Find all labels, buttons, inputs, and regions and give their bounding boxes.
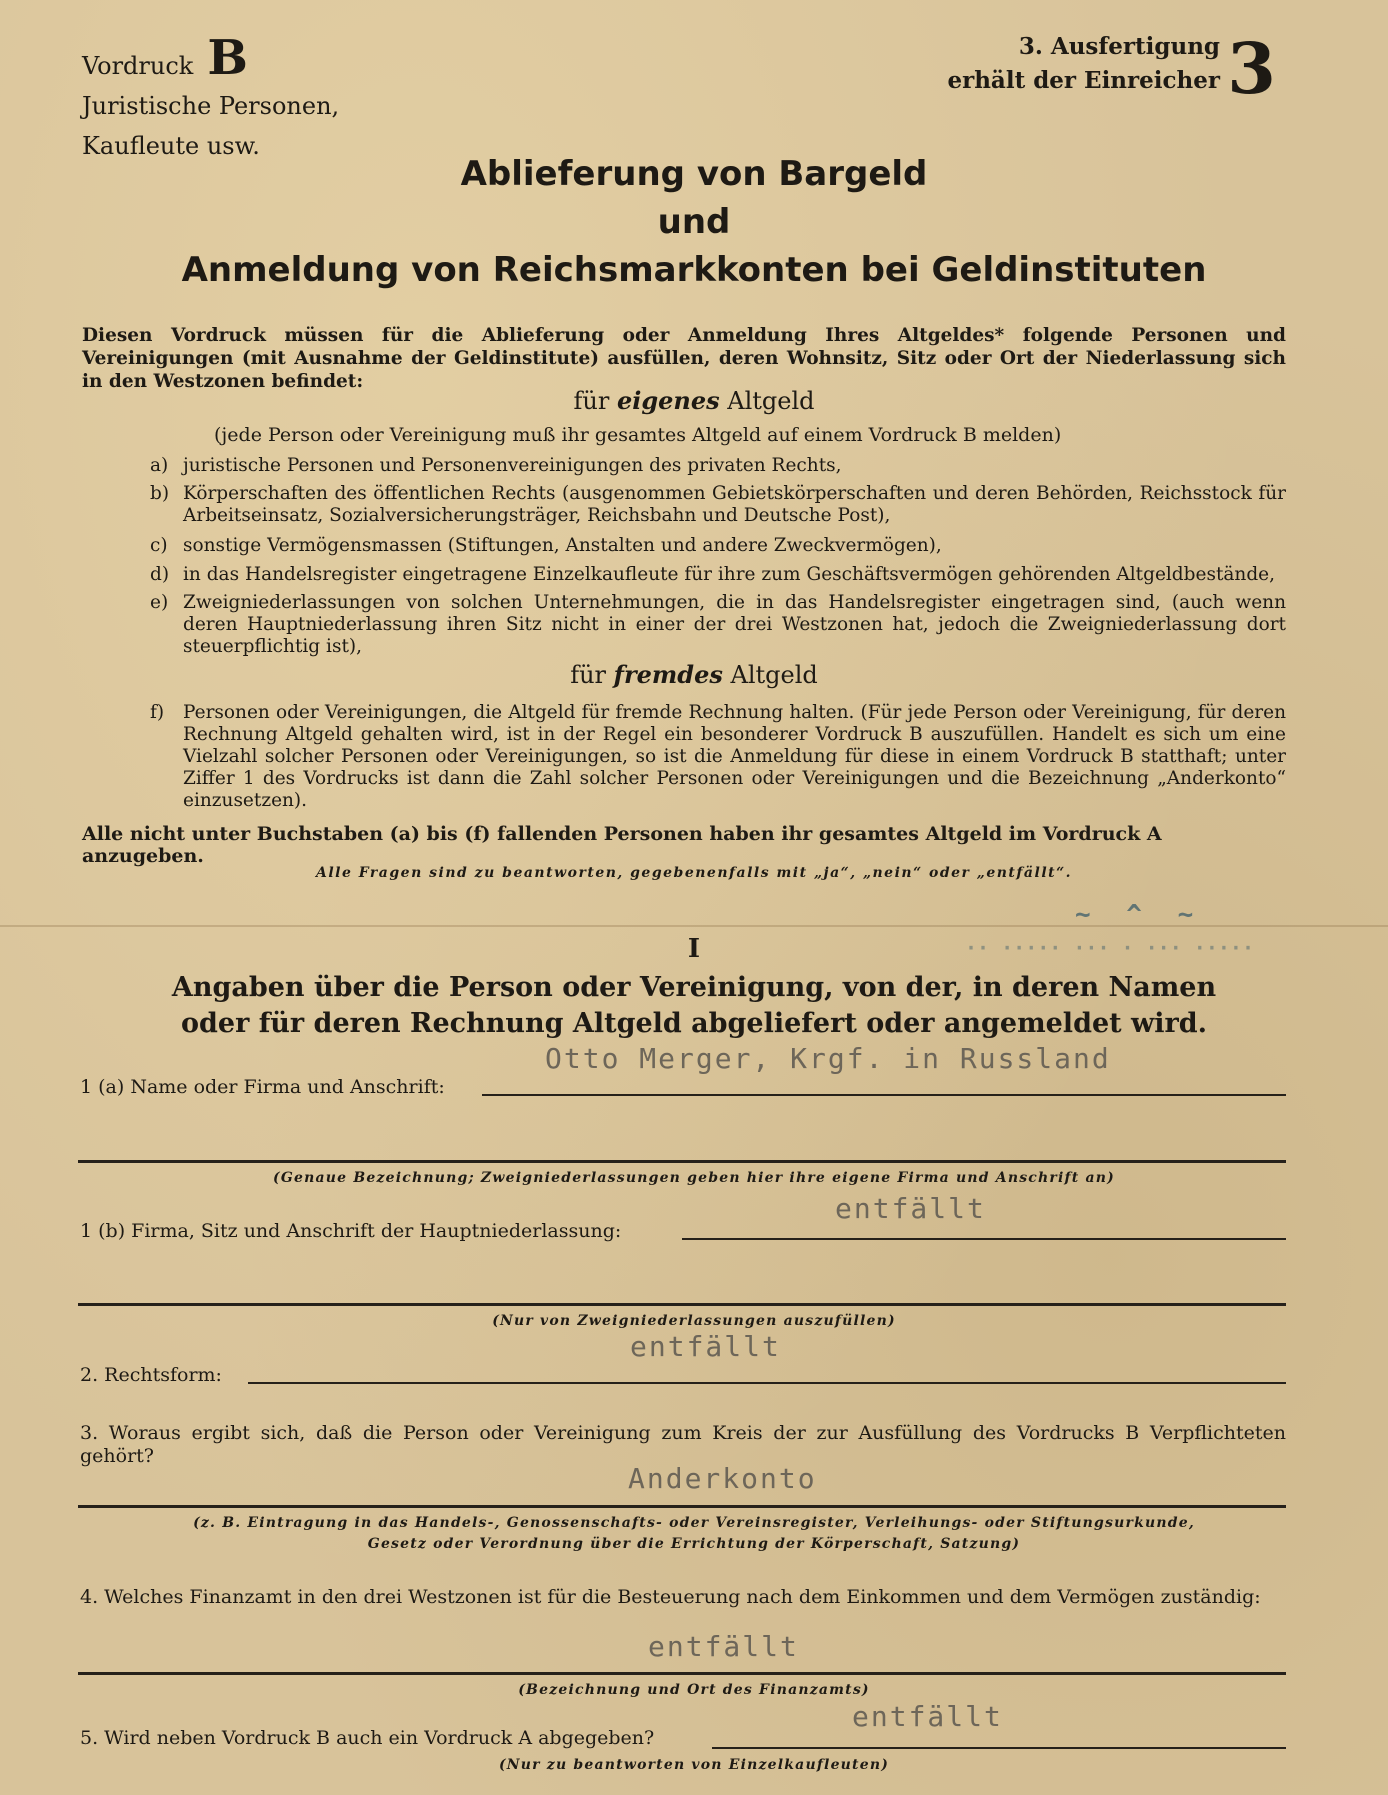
q1b-hint: (Nur von Zweigniederlassungen auszufüllen)	[492, 1313, 896, 1329]
q5-value[interactable]: entfällt	[852, 1700, 1003, 1733]
q3-hint-1: (z. B. Eintragung in das Handels-, Genossenschafts- oder Vereinsregister, Verleihungs- oder Stiftungsurkunde,	[193, 1515, 1195, 1531]
intro-paragraph: Diesen Vordruck müssen für die Ablieferung oder Anmeldung Ihres Altgeldes* folgende Personen und Vereinigungen (mit Ausnahme der Geldinstitute) ausfüllen, deren Wohnsitz, Sitz oder Ort der Niederlassung sich in den Westzonen befindet:	[82, 325, 1286, 392]
form-subtitle-2: Kaufleute usw.	[82, 132, 260, 160]
item-label: c)	[150, 535, 168, 556]
section-number: I	[687, 934, 701, 964]
q5-hint: (Nur zu beantworten von Einzelkaufleuten)	[498, 1757, 890, 1773]
section-title-1: Angaben über die Person oder Vereinigung, von der, in deren Namen	[171, 972, 1217, 1003]
answer-note: Alle Fragen sind zu beantworten, gegebenenfalls mit „ja“, „nein“ oder „entfällt“.	[315, 865, 1073, 881]
q3-value[interactable]: Anderkonto	[628, 1462, 817, 1495]
q1a-line	[482, 1094, 1286, 1096]
q2-line	[248, 1382, 1286, 1384]
copy-line-1: 3. Ausfertigung	[1018, 33, 1220, 60]
q3-hint-2: Gesetz oder Verordnung über die Errichtung der Körperschaft, Satzung)	[367, 1536, 1021, 1552]
foreign-heading: für fremdes Altgeld	[570, 660, 818, 689]
q4-line	[78, 1672, 1286, 1675]
own-heading: für eigenes Altgeld	[573, 386, 815, 415]
q2-label: 2. Rechtsform:	[80, 1364, 222, 1386]
form-designation	[82, 30, 340, 166]
item-text: Körperschaften des öffentlichen Rechts (ausgenommen Gebietskörperschaften und deren Behörden, Reichsstock für Arbeitseinsatz, Sozialversicherungsträger, Reichsbahn und Deutsche Post),	[183, 483, 1286, 526]
copy-designation	[947, 27, 1276, 110]
q1a-value[interactable]: Otto Merger, Krgf. in Russland	[545, 1042, 1111, 1075]
copy-number: 3	[1227, 27, 1276, 110]
section-title-2: oder für deren Rechnung Altgeld abgeliefert oder angemeldet wird.	[181, 1008, 1207, 1039]
q1b-line	[682, 1238, 1286, 1240]
list-item	[150, 564, 1286, 586]
title-line-1: Ablieferung von Bargeld	[460, 154, 928, 194]
q1b-line-2	[78, 1303, 1286, 1306]
q1a-hint: (Genaue Bezeichnung; Zweigniederlassungen geben hier ihre eigene Firma und Anschrift an)	[273, 1170, 1115, 1186]
list-item	[150, 592, 1286, 658]
item-label: a)	[150, 455, 169, 476]
ink-stamp: ~ ^ ~ ·· ····· ··· · ··· ·····	[965, 900, 1254, 960]
own-heading-em: eigenes	[616, 386, 720, 415]
item-text: juristische Personen und Personenvereinigungen des privaten Rechts,	[183, 455, 842, 476]
item-label: e)	[150, 592, 169, 613]
section-title	[0, 970, 1388, 1042]
form-code	[82, 30, 339, 86]
form-subtitle-1: Juristische Personen,	[82, 92, 340, 120]
item-label: f)	[150, 702, 165, 723]
q3-label: 3. Woraus ergibt sich, daß die Person oder Vereinigung zum Kreis der zur Ausfüllung des Vordrucks B Verpflichteten gehört?	[80, 1422, 1286, 1467]
q1b-label: 1 (b) Firma, Sitz und Anschrift der Hauptniederlassung:	[80, 1220, 622, 1242]
q4-label: 4. Welches Finanzamt in den drei Westzonen ist für die Besteuerung nach dem Einkommen und dem Vermögen zuständig:	[80, 1586, 1261, 1608]
q5-label: 5. Wird neben Vordruck B auch ein Vordruck A abgegeben?	[80, 1727, 655, 1749]
list-item	[150, 455, 1286, 477]
form-prefix: Vordruck	[82, 52, 194, 80]
item-text: in das Handelsregister eingetragene Einzelkaufleute für ihre zum Geschäftsvermögen gehörenden Altgeldbestände,	[183, 564, 1275, 585]
item-text: Personen oder Vereinigungen, die Altgeld für fremde Rechnung halten. (Für jede Person oder Vereinigung, für deren Rechnung Altgeld gehalten wird, ist in der Regel ein besonderer Vordruck B auszufüllen. Handelt es sich um eine Vielzahl solcher Personen oder Vereinigungen, so ist die Anmeldung für diese in einem Vordruck B statthaft; unter Ziffer 1 des Vordrucks ist dann die Zahl solcher Personen oder Vereinigungen und die Bezeichnung „Anderkonto“ einzusetzen).	[183, 702, 1286, 811]
item-text: Zweigniederlassungen von solchen Unternehmungen, die in das Handelsregister eingetragen sind, (auch wenn deren Hauptniederlassung ihren Sitz nicht in einer der drei Westzonen hat, jedoch die Zweigniederlassung dort steuerpflichtig ist),	[183, 592, 1286, 657]
own-note: (jede Person oder Vereinigung muß ihr gesamtes Altgeld auf einem Vordruck B melden)	[214, 424, 1062, 446]
item-text: sonstige Vermögensmassen (Stiftungen, Anstalten und andere Zweckvermögen),	[183, 535, 942, 556]
foreign-heading-em: fremdes	[613, 660, 723, 689]
q1a-label: 1 (a) Name oder Firma und Anschrift:	[80, 1076, 445, 1098]
q3-line	[78, 1505, 1286, 1508]
form-letter: B	[207, 30, 248, 86]
title-line-3: Anmeldung von Reichsmarkkonten bei Geldinstituten	[181, 250, 1207, 290]
list-item	[150, 702, 1286, 812]
q4-value[interactable]: entfällt	[648, 1630, 799, 1663]
copy-line-2: erhält der Einreicher	[947, 67, 1220, 94]
item-label: d)	[150, 564, 170, 585]
list-item	[150, 483, 1286, 527]
item-label: b)	[150, 483, 170, 504]
rest-note: Alle nicht unter Buchstaben (a) bis (f) fallenden Personen haben ihr gesamtes Altgeld im Vordruck A anzugeben.	[82, 823, 1162, 867]
q1b-value[interactable]: entfällt	[835, 1192, 986, 1225]
list-item	[150, 535, 1286, 557]
q4-hint: (Bezeichnung und Ort des Finanzamts)	[518, 1682, 870, 1698]
q5-line	[712, 1747, 1286, 1749]
q2-value[interactable]: entfällt	[630, 1330, 781, 1363]
q1a-line-2	[78, 1160, 1286, 1163]
title-line-2: und	[657, 202, 731, 242]
